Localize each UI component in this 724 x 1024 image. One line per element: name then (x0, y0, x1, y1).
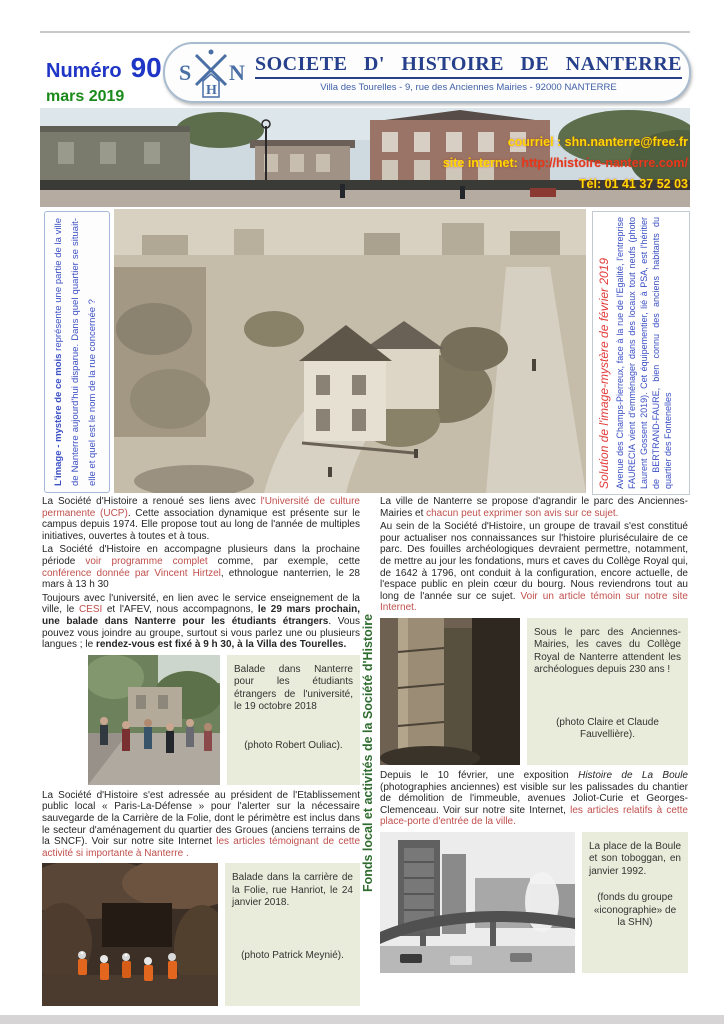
text-run: La Société d'Histoire a renoué ses liens avec (42, 496, 261, 507)
masthead (163, 42, 691, 103)
website-label: site internet: (442, 156, 522, 170)
link-avis[interactable]: chacun peut exprimer son avis sur ce sujet. (426, 507, 619, 519)
paragraph-college-royal (380, 521, 688, 614)
text-run: Depuis le 10 février, une exposition (380, 769, 579, 781)
mystery-question-text (45, 212, 109, 492)
photo-credit: (photo Robert Ouliac). (244, 739, 343, 751)
page-bottom-edge (0, 1015, 724, 1024)
photo-credit: (photo Claire et Claude Fauvellière). (556, 716, 659, 741)
photo-row-boule (380, 832, 688, 973)
mystery-question-lead: L'image - mystère de ce mois (53, 353, 64, 486)
email-label: courriel : (507, 135, 565, 149)
paragraph-carriere (42, 790, 360, 860)
section-title-text: Fonds local et activités de la Société d'Histoire (361, 613, 375, 893)
text-run: La Société d'Histoire en accompagne plusieurs dans la prochaine période (42, 544, 360, 567)
section-title-vertical (358, 597, 378, 909)
link-ucp[interactable]: l'Université de culture permanente (UCP) (42, 496, 360, 519)
link-cesi[interactable]: CESI (78, 604, 103, 616)
contact-email-line (443, 132, 688, 153)
issue-number: 90 (130, 52, 162, 83)
text-run: , ethnologue nanterrien, le 28 mars à 13 h 30 (42, 567, 360, 591)
caption-text: Balade dans la carrière de la Folie, rue Hanriot, le 24 janvier 2018. (232, 872, 353, 909)
caption-box-students (227, 655, 360, 785)
caption-box-boule (582, 832, 688, 973)
photo-credit: (photo Patrick Meynié). (241, 949, 344, 961)
paragraph-programme (42, 544, 360, 590)
text-run: La Société d'Histoire s'est adressée au président de l'Etablissement public local « Paris-La-Défense » pour l'alerter sur la nécessaire sauvegarde de la Carrière de la Folie, dont le périmètre est inclus dans le secteur d'aménagement du quartier des Groues (anciens terrains de la SNCF). Voir sur notre site Internet (42, 789, 360, 848)
phone-number: Tél: 01 41 37 52 03 (578, 177, 688, 191)
mystery-question-box (44, 211, 110, 493)
org-title: SOCIETE D' HISTOIRE DE NANTERRE (255, 52, 683, 75)
email-link[interactable]: shn.nanterre@free.fr (564, 135, 688, 149)
shn-logo-icon (175, 47, 249, 99)
link-articles-carriere[interactable]: les articles témoignant de cette activité si importante à Nanterre . (42, 836, 361, 859)
italic-run: Histoire de La Boule (578, 769, 688, 781)
contact-site-line (443, 153, 688, 174)
la-boule-photo (380, 832, 575, 973)
photo-credit: (fonds du groupe «iconographie» de la SHN) (593, 892, 677, 929)
issue-date: mars 2019 (46, 88, 125, 105)
caption-text: La place de la Boule et son toboggan, en janvier 1992. (589, 840, 681, 877)
top-border-line (40, 31, 690, 33)
students-walk-photo (88, 655, 220, 785)
bold-run: rendez-vous est fixé à 9 h 30, à la Villa des Tourelles. (95, 639, 347, 651)
text-run: (photographies anciennes) est visible sur les palissades du chantier de démolition de l'immeuble, avenues Joliot-Curie et Georges-Clemenceau. Voir sur notre site Internet, (380, 781, 688, 816)
masthead-text (249, 53, 698, 93)
contact-block (443, 132, 688, 195)
mystery-photo (114, 209, 586, 493)
paragraph-ucp (42, 496, 360, 542)
solution-body: Avenue des Champs-Pierreux, face à la rue de l'Egalité, l'entreprise FAURECIA vient d'emménager dans des locaux tout neufs (photo Laurent Gossent 2019). Cet équipementier, lié à PSA, est l'héritier de BERTRAND-FAURE, bien connu des anciens habitants du quartier des Fontenelles (615, 217, 673, 489)
issue-label: Numéro (46, 60, 122, 82)
caption-box-quarry (225, 863, 360, 1006)
text-run: et l'AFEV, nous accompagnons, (102, 604, 258, 616)
paragraph-parc (380, 496, 688, 519)
photo-row-quarry (42, 863, 360, 1006)
text-run: Au sein de la Société d'Histoire, un groupe de travail s'est constitué pour actualiser nos connaissances sur l'histoire pluriséculaire de ce parc. Des fouilles archéologiques devraient permettre, notamment, de mettre au jour les fondations, murs et caves du Collège Royal qui, de 1642 à 1796, ont conduit à la configuration, encore actuelle, de l'espace public en plein cœur du bourg. Nous reviendrons tout au long de l'année sur ce sujet. (380, 521, 688, 602)
mystery-question-rest: représente une partie de la ville de Nanterre aujourd'hui disparue. Dans quel quartier se situait-elle et quel est le nom de la rue concernée ? (53, 218, 98, 486)
website-link[interactable]: http://histoire-nanterre.com/ (521, 156, 688, 170)
text-run: . Vous pouvez vous joindre au groupe, surtout si vous parlez une ou plusieurs langues ; le (42, 615, 360, 651)
college-caves-photo (380, 618, 520, 765)
caption-text: Sous le parc des Anciennes-Mairies, les caves du Collège Royal de Nanterre attendent les archéologues depuis 230 ans ! (534, 626, 681, 676)
svg-text:H: H (206, 82, 217, 98)
link-programme[interactable]: voir programme complet (85, 555, 208, 567)
quarry-visit-photo (42, 863, 218, 1006)
org-address: Villa des Tourelles - 9, rue des Anciennes Mairies - 92000 NANTERRE (320, 81, 617, 93)
issue-block (46, 52, 162, 84)
svg-text:S: S (179, 59, 192, 85)
link-place-porte[interactable]: les articles relatifs à cette place-porte d'entrée de la ville. (380, 804, 688, 828)
link-conference[interactable]: conférence donnée par Vincent Hirtzel (42, 567, 221, 579)
left-column (42, 496, 360, 1011)
photo-row-students (88, 655, 360, 785)
mystery-solution-text (593, 212, 689, 494)
right-column (380, 496, 688, 978)
svg-text:N: N (229, 59, 245, 85)
text-run: . Cette association dynamique est présente sur le campus depuis 1974. Elle propose tout au long de l'année de multiples initiatives, ouvertes à toutes et à tous. (42, 507, 361, 542)
caption-box-caves (527, 618, 688, 765)
text-run: Toujours avec l'université, en lien avec le service enseignement de la ville, le (42, 592, 360, 616)
mystery-solution-box (592, 211, 690, 495)
paragraph-boule (380, 770, 688, 828)
photo-row-caves (380, 618, 688, 765)
text-run: La ville de Nanterre se propose d'agrandir le parc des Anciennes-Mairies et (380, 496, 688, 519)
text-run: comme, par exemple, cette (207, 555, 361, 567)
link-article-temoin[interactable]: Voir un article témoin sur notre site Internet. (380, 590, 688, 614)
solution-title: Solution de l'image-mystère de février 2019 (597, 257, 611, 489)
masthead-divider (255, 77, 682, 79)
paragraph-balade (42, 593, 360, 651)
bold-run: le 29 mars prochain, une balade dans Nanterre pour les étudiants étrangers (42, 604, 360, 627)
caption-text: Balade dans Nanterre pour les étudiants étrangers de l'université, le 19 octobre 2018 (234, 663, 353, 713)
